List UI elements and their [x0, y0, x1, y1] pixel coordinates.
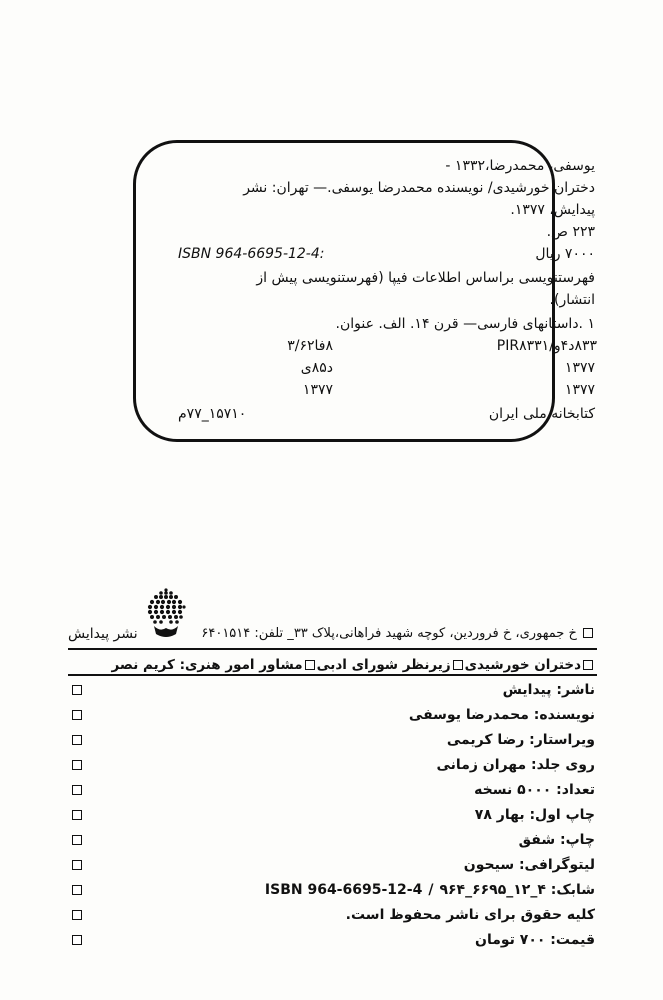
- rights-notice: کلیه حقوق برای ناشر محفوظ است.: [345, 907, 595, 923]
- book-title: دختران خورشیدی: [464, 657, 581, 673]
- checkbox-icon: [72, 935, 82, 945]
- cip-note-cont: انتشار).: [549, 292, 595, 308]
- cip-imprint: پیدایش، ۱۳۷۷.: [510, 202, 595, 218]
- credit-first-edition: چاپ اول: بهار ۷۸: [474, 807, 595, 823]
- isbn-persian: شابک: ۴_۱۲_۶۶۹۵_۹۶۴: [439, 882, 595, 898]
- cip-call-lc: ۸۳۳د۴و/PIR۸۳۳۱: [496, 338, 597, 354]
- cip-subject: ۱ .داستانهای فارسی— قرن ۱۴. الف. عنوان.: [335, 316, 595, 332]
- book-price: قیمت: ۷۰۰ تومان: [475, 932, 595, 948]
- checkbox-icon: [72, 910, 82, 920]
- publisher-address-line: [201, 626, 595, 641]
- cip-note: فهرستنویسی براساس اطلاعات فیپا (فهرستنویسی پیش از: [256, 270, 595, 286]
- publisher-address: خ جمهوری، خ فروردین، کوچه شهید فراهانی،پلاک ۳۳_ تلفن: ۶۴۰۱۵۱۴: [201, 626, 577, 641]
- cip-year-2: ۱۳۷۷: [564, 382, 595, 398]
- credit-row: [72, 705, 595, 725]
- bullet-box-icon: [583, 660, 593, 670]
- bullet-box-icon: [453, 660, 463, 670]
- credit-cover: روی جلد: مهران زمانی: [436, 757, 595, 773]
- editorial-board: زیرنظر شورای ادبی: [316, 657, 451, 673]
- credit-row: [72, 780, 595, 800]
- checkbox-icon: [72, 835, 82, 845]
- credit-row: [72, 830, 595, 850]
- checkbox-icon: [72, 685, 82, 695]
- credit-row: [72, 680, 595, 700]
- checkbox-icon: [72, 885, 82, 895]
- cip-pages: ۲۲۳ ص.: [546, 224, 595, 240]
- cip-year-3: ۱۳۷۷: [302, 382, 333, 398]
- checkbox-icon: [72, 785, 82, 795]
- credit-row: [72, 930, 595, 950]
- credit-publisher: ناشر: پیدایش: [502, 682, 595, 698]
- cip-author: یوسفی، محمدرضا،۱۳۳۲ -: [445, 158, 595, 174]
- checkbox-icon: [72, 735, 82, 745]
- cip-year-1: ۱۳۷۷: [564, 360, 595, 376]
- credit-row: [72, 805, 595, 825]
- checkbox-icon: [72, 710, 82, 720]
- checkbox-icon: [72, 860, 82, 870]
- isbn-english: ISBN 964-6695-12-4: [264, 882, 423, 898]
- isbn-separator: /: [428, 882, 434, 898]
- publisher-name: نشر پیدایش: [68, 626, 138, 642]
- cip-price: ۷۰۰۰ ریال: [535, 246, 595, 262]
- cip-title: دختران خورشیدی/ نویسنده محمدرضا یوسفی.— تهران: نشر: [243, 180, 595, 196]
- cip-library: کتابخانه ملی ایران: [488, 406, 595, 422]
- checkbox-icon: [72, 760, 82, 770]
- credit-row: [72, 855, 595, 875]
- cip-isbn: ISBN 964-6695-12-4:: [178, 246, 325, 262]
- art-advisor: مشاور امور هنری: کریم نصر: [111, 657, 303, 673]
- credit-row: [72, 730, 595, 750]
- isbn-line: [265, 882, 595, 898]
- divider-top: [68, 648, 597, 650]
- credit-print-run: تعداد: ۵۰۰۰ نسخه: [474, 782, 595, 798]
- cip-control-number: ۱۵۷۱۰_۷۷م: [178, 406, 247, 422]
- publisher-logo-icon: [146, 588, 186, 640]
- credit-row: [72, 880, 595, 900]
- checkbox-icon: [72, 810, 82, 820]
- series-line: [112, 657, 595, 673]
- divider-bottom: [68, 674, 597, 676]
- credit-editor: ویراستار: رضا کریمی: [446, 732, 595, 748]
- credit-author: نویسنده: محمدرضا یوسفی: [408, 707, 595, 723]
- credit-printer: چاپ: شفق: [518, 832, 595, 848]
- credit-row: [72, 755, 595, 775]
- credit-row: [72, 905, 595, 925]
- credit-lithography: لیتوگرافی: سیحون: [463, 857, 595, 873]
- bullet-box-icon: [583, 628, 593, 638]
- bullet-box-icon: [305, 660, 315, 670]
- cip-call-dewey: ۸فا۳/۶۲: [287, 338, 333, 354]
- cip-cutter: د۸۵ی: [300, 360, 333, 376]
